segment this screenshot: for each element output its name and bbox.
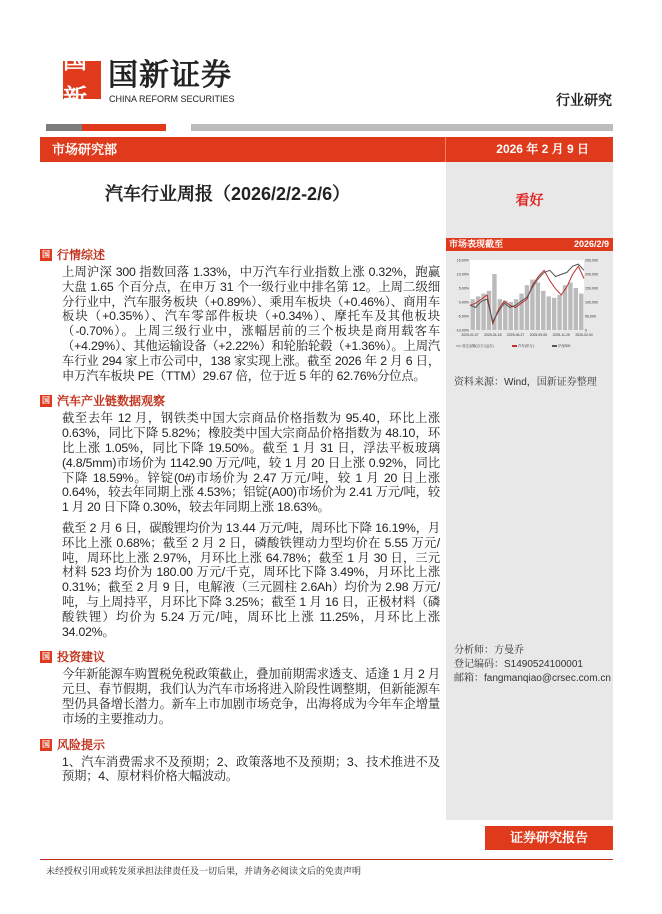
volume-bar	[574, 288, 578, 330]
section-supply-chain	[40, 393, 440, 639]
doc-type: 行业研究	[556, 92, 612, 108]
y-tick-label: 15.00%	[456, 258, 469, 263]
divider	[40, 859, 613, 860]
legend-label: 成交金额(百万元)(右)	[462, 344, 494, 348]
section-investment-advice	[40, 649, 440, 726]
x-tick-label: 2026-02-04	[575, 333, 593, 337]
section-heading: 汽车产业链数据观察	[57, 394, 166, 409]
logo-subtitle: CHINA REFORM SECURITIES	[109, 94, 235, 104]
paragraph: 1、汽车消费需求不及预期；2、政策落地不及预期；3、技术推进不及预期；4、原材料价格大幅波动。	[62, 754, 440, 784]
x-tick-label: 2025-02-07	[461, 333, 479, 337]
chart-source: 资料来源：Wind，国新证券整理	[454, 377, 597, 388]
volume-bar	[536, 282, 540, 330]
volume-bar	[579, 294, 583, 330]
disclaimer: 未经授权引用或转发须承担法律责任及一切后果，并请务必阅读文后的免责声明	[46, 866, 362, 876]
paragraph: 上周沪深 300 指数回落 1.33%，中万汽车行业指数上涨 0.32%，跑赢大盘 1.65 个百分点，在申万 31 个一级行业中排名第 12。上周二级细分行业中，汽车服务板块（+0.89%）、乘用车板块（+0.46%）、商用车板块（+0.35%）、汽车零部件板块（+0.34%）、摩托车及其他板块（-0.70%）。上周三级行业中，涨幅居前的三个板块是商用载客车（+4.29%）、其他运输设备（+2.22%）和轮胎轮毂（+1.36%）。上周汽车行业 294 家上市公司中，138 家实现上涨。截至 2026 年 2 月 6 日，申万汽车板块 PE（TTM）29.67 倍，位于近 5 年的 62.76%分位点。	[62, 265, 440, 383]
volume-bar	[552, 298, 556, 330]
divider	[46, 124, 82, 131]
y-tick-label: 10.00%	[456, 272, 469, 277]
legend-label: 汽车(申万)	[518, 344, 534, 348]
section-heading: 投资建议	[57, 650, 106, 665]
volume-bar	[557, 295, 561, 330]
page-title: 汽车行业周报（2026/2/2-2/6）	[105, 184, 351, 204]
y2-tick-label: 250,000	[585, 258, 598, 263]
rating: 看好	[515, 192, 544, 208]
y2-tick-label: 200,000	[585, 272, 598, 277]
y-tick-label: 0.00%	[458, 300, 469, 305]
divider	[82, 124, 166, 131]
section-icon: 国	[42, 739, 50, 749]
paragraph: 截至 2 月 6 日，碳酸锂均价为 13.44 万元/吨，周环比下降 16.19%，月环比上涨 0.68%；截至 2 月 2 日，磷酸铁锂动力型均价在 5.55 万元/吨，周环比上涨 2.97%，月环比上涨 64.78%；截至 1 月 30 日，三元材料 523 均价为 180.00 万元/千克，周环比下降 3.49%，月环比上涨 0.31%；截至 2 月 9 日，电解液（三元圆柱 2.6Ah）均价为 2.98 万元/吨，与上周持平，月环比下降 3.25%；截至 1 月 16 日，正极材料（磷酸铁锂）均价为 5.24 万元/吨，周环比上涨 11.25%，月环比上涨 34.02%。	[62, 520, 440, 639]
x-tick-label: 2025-11-25	[552, 333, 570, 337]
divider	[191, 124, 613, 131]
paragraph: 截至去年 12 月，钢铁类中国大宗商品价格指数为 95.40，环比上涨 0.63%，同比下降 5.82%；橡胶类中国大宗商品价格指数为 48.10，环比上涨 1.05%，同比下降 19.50%。截至 1 月 31 日，浮法平板玻璃(4.8/5mm)市场价为 1142.90 万元/吨，较 1 月 20 日上涨 0.92%，同比下降 18.59%。锌锭(0#)市场价为 2.47 万元/吨，较 1 月 20 日上涨 0.64%，较去年同期上涨 4.53%；铝锭(A00)市场价为 2.41 万元/吨，较 1 月 20 日下降 0.30%，较去年同期上涨 18.63%。	[62, 411, 440, 515]
y2-tick-label: 0	[585, 328, 587, 333]
legend-swatch	[456, 345, 461, 347]
y2-tick-label: 150,000	[585, 286, 598, 291]
section-heading: 风险提示	[57, 737, 106, 752]
department: 市场研究部	[52, 142, 118, 157]
x-tick-label: 2025-09-05	[529, 333, 548, 337]
logo-text: 国新证券	[108, 59, 232, 92]
x-tick-label: 2025-06-27	[506, 333, 525, 337]
volume-bar	[547, 296, 551, 330]
y2-tick-label: 100,000	[585, 300, 598, 305]
market-performance-chart	[446, 254, 613, 362]
chart-title: 市场表现截至	[449, 239, 504, 249]
y-tick-label: 5.00%	[458, 286, 469, 291]
section-icon: 国	[42, 396, 50, 406]
main-content	[40, 247, 440, 784]
section-heading: 行情综述	[57, 248, 106, 262]
y-tick-label: -10.00%	[455, 328, 469, 333]
header-bar	[40, 137, 613, 162]
section-icon: 国	[42, 652, 50, 662]
report-date: 2026 年 2 月 9 日	[496, 142, 589, 156]
analyst-info	[454, 644, 612, 686]
volume-bar	[498, 299, 502, 330]
y2-tick-label: 50,000	[585, 314, 596, 319]
volume-bar	[525, 285, 529, 330]
chart-header	[446, 238, 613, 251]
volume-bar	[568, 282, 572, 330]
section-icon: 国	[42, 250, 50, 259]
analyst-name: 分析师：方曼乔	[454, 645, 524, 656]
logo-mark: 国新	[63, 61, 101, 99]
legend-label: 沪深300	[558, 344, 571, 348]
legend-swatch	[512, 345, 517, 347]
volume-bar	[519, 294, 523, 330]
analyst-email: 邮箱：fangmanqiao@crsec.com.cn	[454, 673, 611, 684]
legend-swatch	[552, 345, 557, 347]
y-tick-label: -5.00%	[457, 314, 469, 319]
divider	[445, 137, 446, 162]
section-market-review	[40, 247, 440, 383]
volume-bar	[541, 291, 545, 330]
section-risk	[40, 737, 440, 785]
paragraph: 今年新能源车购置税免税政策截止，叠加前期需求透支、适逢 1 月 2 月元旦、春节假期，我们认为汽车市场将进入阶段性调整期，但新能源车型仍具备增长潜力。新车上市加剧市场竞争，出海将成为今年车企增量市场的主要推动力。	[62, 667, 440, 726]
chart-date: 2026/2/9	[573, 239, 609, 249]
report-stamp: 证券研究报告	[485, 826, 613, 850]
registration-number: 登记编码：S1490524100001	[454, 659, 583, 670]
x-tick-label: 2025-04-18	[484, 333, 502, 337]
